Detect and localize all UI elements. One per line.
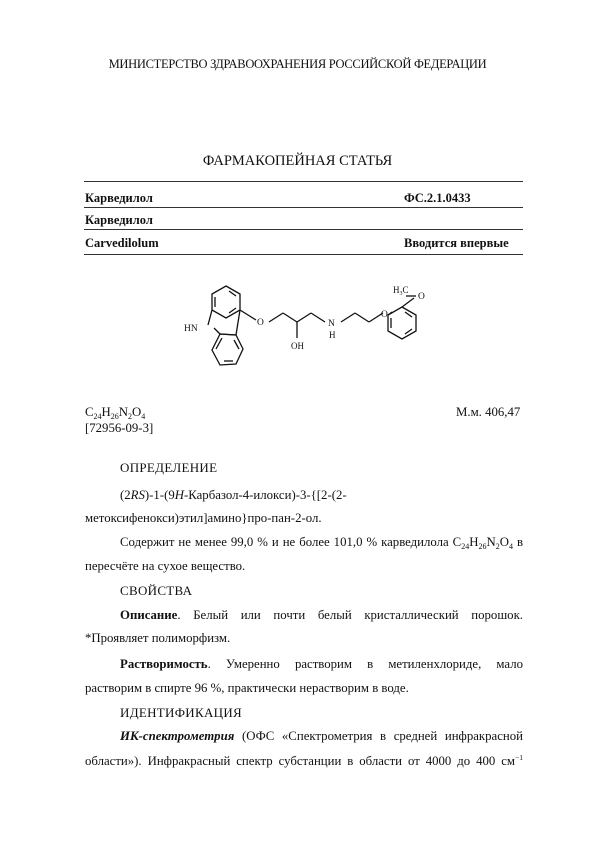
content-statement: Содержит не менее 99,0 % и не более 101,0 % карведилола $C_{24}H_{26}N_2O_4$ в bbox=[120, 535, 524, 551]
label-amine-h: H bbox=[329, 330, 336, 340]
label-hn: HN bbox=[184, 324, 198, 334]
solubility-line-2: растворим в спирте 96 %, практически нерастворим в воде. bbox=[85, 681, 409, 695]
label-amine-n: N bbox=[328, 319, 335, 329]
substance-name-ru-2: Карведилол bbox=[85, 213, 153, 227]
cas-number: [72956-09-3] bbox=[85, 421, 154, 435]
solubility-paragraph: Растворимость. Умеренно растворим в метиленхлориде, мало bbox=[120, 657, 523, 671]
molecular-formula: $C_{24}H_{26}N_2O_4$ bbox=[85, 405, 146, 421]
label-oh: OH bbox=[291, 341, 304, 351]
header-rule-1 bbox=[84, 207, 523, 208]
section-identification-heading: ИДЕНТИФИКАЦИЯ bbox=[120, 705, 242, 720]
ministry-header: МИНИСТЕРСТВО ЗДРАВООХРАНЕНИЯ РОССИЙСКОЙ ФЕДЕРАЦИИ bbox=[108, 57, 487, 71]
document-title: ФАРМАКОПЕЙНАЯ СТАТЬЯ bbox=[202, 153, 393, 169]
section-definition-heading: ОПРЕДЕЛЕНИЕ bbox=[120, 460, 218, 475]
structure-bonds bbox=[208, 286, 416, 365]
article-code: ФС.2.1.0433 bbox=[404, 191, 471, 205]
definition-line-2: метоксифенокси)этил]амино}про-пан-2-ол. bbox=[85, 511, 322, 525]
header-rule-bottom bbox=[84, 254, 523, 255]
substance-name-ru: Карведилол bbox=[85, 191, 153, 205]
header-rule-top bbox=[84, 181, 523, 182]
section-properties-heading: СВОЙСТВА bbox=[120, 583, 193, 598]
label-aryl-o: O bbox=[381, 310, 388, 320]
molecular-weight: М.м. 406,47 bbox=[456, 405, 521, 419]
substance-name-latin: Carvedilolum bbox=[85, 236, 159, 250]
header-rule-2 bbox=[84, 229, 523, 230]
description-paragraph: Описание. Белый или почти белый кристаллический порошок. bbox=[120, 608, 523, 622]
label-ether-o: O bbox=[257, 318, 264, 328]
polymorphism-note: *Проявляет полиморфизм. bbox=[85, 631, 231, 645]
ir-paragraph: ИК-спектрометрия (ОФС «Спектрометрия в средней инфракрасной bbox=[120, 729, 523, 743]
introduction-status: Вводится впервые bbox=[404, 236, 509, 250]
content-statement-line-2: пересчёте на сухое вещество. bbox=[85, 559, 246, 573]
ir-line-2: области»). Инфракрасный спектр субстанции в области от 4000 до 400 $см^{-1}$ bbox=[85, 753, 523, 768]
definition-line-1: (2RS)-1-(9H-Карбазол-4-илокси)-3-{[2-(2- bbox=[120, 488, 347, 502]
label-methoxy-o: O bbox=[418, 292, 425, 302]
structural-formula bbox=[180, 270, 450, 395]
label-methyl: $H_3C$ bbox=[393, 285, 409, 297]
